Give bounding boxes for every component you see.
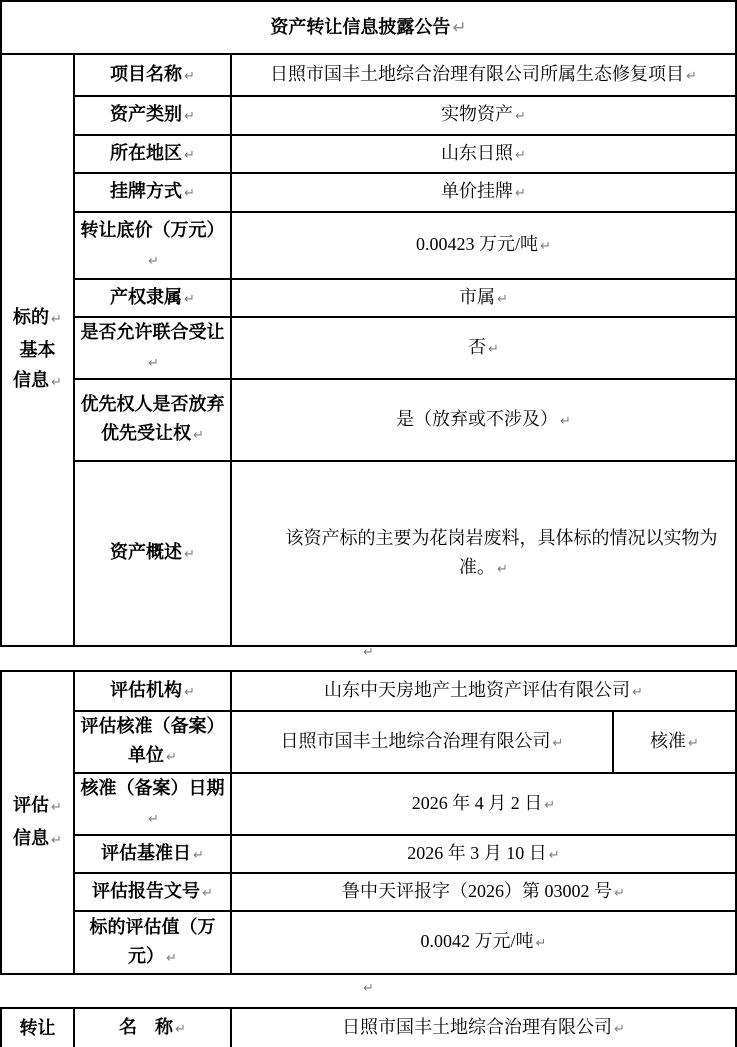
- field-label: 资产概述: [110, 542, 183, 562]
- paragraph-mark-icon: ↵: [184, 547, 195, 562]
- table-row: [1, 379, 736, 461]
- field-value: 2026 年 3 月 10 日: [407, 842, 547, 863]
- paragraph-mark-icon: ↵: [540, 239, 551, 254]
- paragraph-mark-icon: ↵: [202, 885, 213, 901]
- field-value-cell: [231, 173, 736, 212]
- paragraph-mark-icon: ↵: [614, 885, 625, 901]
- section-label: 信息: [13, 827, 50, 848]
- field-label-cell: [74, 1008, 231, 1047]
- asset-overview-cell: [231, 461, 736, 646]
- paragraph-mark-icon: ↵: [148, 812, 159, 827]
- field-value-cell: [231, 379, 736, 461]
- field-label-cell: [74, 54, 231, 96]
- field-label-cell: [74, 461, 231, 646]
- paragraph-mark-icon: ↵: [632, 684, 643, 700]
- table-row: [1, 773, 736, 835]
- field-value-cell: [231, 773, 736, 835]
- paragraph-mark-icon: ↵: [515, 109, 526, 124]
- paragraph-mark-icon: ↵: [688, 735, 699, 751]
- field-value: 市属: [459, 286, 496, 307]
- field-value-cell: [231, 911, 736, 974]
- field-label: 标的评估值（万元）: [89, 916, 216, 966]
- paragraph-mark-icon: ↵: [497, 291, 508, 307]
- field-label-cell: [74, 135, 231, 173]
- field-value-cell: [231, 135, 736, 173]
- field-label: 是否允许联合受让: [80, 322, 225, 342]
- paragraph-mark-icon: ↵: [535, 936, 547, 951]
- field-label-cell: [74, 379, 231, 461]
- table-row: [1, 173, 736, 212]
- field-label-cell: [74, 873, 231, 911]
- table-row: [1, 54, 736, 96]
- paragraph-mark-icon: ↵: [184, 68, 195, 84]
- section-label: 信息: [13, 370, 50, 390]
- table-row: [1, 461, 736, 646]
- empty-paragraph: [0, 971, 737, 1007]
- field-value: 山东中天房地产土地资产评估有限公司: [324, 679, 631, 700]
- field-value: 日照市国丰土地综合治理有限公司: [280, 730, 551, 751]
- evaluation-info-table: [0, 670, 737, 975]
- table-row: [1, 135, 736, 173]
- field-value: 0.00423 万元/吨: [416, 234, 539, 254]
- section-label: 标的: [13, 307, 50, 327]
- paragraph-mark-icon: ↵: [184, 147, 195, 163]
- paragraph-mark-icon: ↵: [184, 186, 195, 201]
- empty-paragraph: [0, 635, 737, 670]
- paragraph-mark-icon: ↵: [452, 17, 467, 38]
- paragraph-mark-icon: ↵: [193, 428, 204, 443]
- table-row: [1, 911, 736, 974]
- paragraph-mark-icon: ↵: [614, 1021, 625, 1037]
- paragraph-mark-icon: ↵: [166, 950, 177, 966]
- title-row: [1, 1, 736, 54]
- paragraph-mark-icon: ↵: [193, 847, 204, 863]
- field-label-cell: [74, 173, 231, 212]
- section-transferor: [1, 1008, 74, 1047]
- field-label: 挂牌方式: [110, 181, 183, 201]
- paragraph-mark-icon: ↵: [363, 981, 374, 996]
- field-label-cell: [74, 317, 231, 379]
- paragraph-mark-icon: ↵: [515, 147, 526, 163]
- field-value-cell: [231, 873, 736, 911]
- field-value-cell: [231, 279, 736, 317]
- field-label: 名 称: [119, 1016, 174, 1037]
- field-value: 0.0042 万元/吨: [420, 931, 534, 951]
- field-value: 该资产标的主要为花岗岩废料，具体标的情况以实物为准。: [285, 527, 718, 577]
- field-label-cell: [74, 212, 231, 279]
- field-label-cell: [74, 96, 231, 135]
- section-evaluation-info: [1, 671, 74, 974]
- field-label: 核准（备案）日期: [80, 778, 225, 798]
- paragraph-mark-icon: ↵: [166, 750, 177, 765]
- field-label-cell: [74, 711, 231, 773]
- field-value: 山东日照: [441, 142, 514, 163]
- field-label: 所在地区: [110, 142, 183, 163]
- field-label-cell: [74, 671, 231, 711]
- paragraph-mark-icon: ↵: [184, 291, 195, 307]
- field-value: 日照市国丰土地综合治理有限公司: [342, 1016, 613, 1037]
- section-basic-info: [1, 54, 74, 646]
- field-label: 优先权人是否放弃优先受让权: [80, 394, 225, 443]
- field-value: 鲁中天评报字（2026）第 03002 号: [342, 880, 613, 901]
- paragraph-mark-icon: ↵: [488, 341, 499, 357]
- field-value-cell: [231, 54, 736, 96]
- table-row: [1, 212, 736, 279]
- field-label: 评估报告文号: [92, 880, 201, 901]
- page-title: [1, 1, 736, 54]
- field-value-cell: [231, 835, 736, 873]
- approval-type-cell: [613, 711, 736, 773]
- table-row: [1, 671, 736, 711]
- field-label: 评估核准（备案）单位: [80, 716, 225, 765]
- paragraph-mark-icon: ↵: [544, 797, 556, 813]
- field-value: 否: [468, 336, 487, 357]
- page-title-text: 资产转让信息披露公告: [270, 16, 451, 37]
- table-row: [1, 873, 736, 911]
- field-label: 转让底价（万元）: [80, 219, 225, 240]
- field-value: 实物资产: [441, 104, 514, 124]
- field-value: 2026 年 4 月 2 日: [411, 792, 543, 813]
- paragraph-mark-icon: ↵: [552, 735, 564, 751]
- field-label: 评估基准日: [101, 842, 192, 863]
- field-value-cell: [231, 671, 736, 711]
- paragraph-mark-icon: ↵: [148, 253, 159, 269]
- paragraph-mark-icon: ↵: [175, 1021, 186, 1037]
- field-value-cell: [231, 1008, 736, 1047]
- transferor-table: [0, 1007, 737, 1047]
- field-label-cell: [74, 773, 231, 835]
- paragraph-mark-icon: ↵: [548, 847, 560, 863]
- table-row: [1, 835, 736, 873]
- paragraph-mark-icon: ↵: [184, 109, 195, 124]
- section-label: 转让: [19, 1018, 56, 1038]
- field-label-cell: [74, 279, 231, 317]
- paragraph-mark-icon: ↵: [686, 68, 697, 84]
- paragraph-mark-icon: ↵: [51, 375, 62, 390]
- table-row: [1, 317, 736, 379]
- field-label: 项目名称: [110, 63, 183, 84]
- field-label: 评估机构: [110, 679, 183, 700]
- field-value-cell: [231, 96, 736, 135]
- paragraph-mark-icon: ↵: [184, 684, 195, 700]
- paragraph-mark-icon: ↵: [497, 561, 508, 577]
- field-value: 日照市国丰土地综合治理有限公司所属生态修复项目: [270, 63, 685, 84]
- paragraph-mark-icon: ↵: [51, 799, 62, 815]
- field-label: 产权隶属: [110, 286, 183, 307]
- field-value-cell: [231, 711, 613, 773]
- field-label: 资产类别: [110, 104, 183, 124]
- field-value-cell: [231, 212, 736, 279]
- paragraph-mark-icon: ↵: [560, 413, 571, 429]
- field-value-cell: [231, 317, 736, 379]
- paragraph-mark-icon: ↵: [363, 645, 374, 660]
- paragraph-mark-icon: ↵: [515, 186, 526, 201]
- field-value: 核准: [650, 730, 687, 751]
- table-row: [1, 711, 736, 773]
- section-label: 基本: [19, 340, 56, 360]
- paragraph-mark-icon: ↵: [51, 312, 62, 327]
- table-row: [1, 96, 736, 135]
- paragraph-mark-icon: ↵: [148, 356, 159, 371]
- paragraph-mark-icon: ↵: [51, 832, 62, 848]
- section-label: 评估: [13, 794, 50, 815]
- field-value: 是（放弃或不涉及）: [396, 408, 559, 429]
- field-label-cell: [74, 911, 231, 974]
- table-row: [1, 279, 736, 317]
- field-label-cell: [74, 835, 231, 873]
- table-row: [1, 1008, 736, 1047]
- field-value: 单价挂牌: [441, 181, 514, 201]
